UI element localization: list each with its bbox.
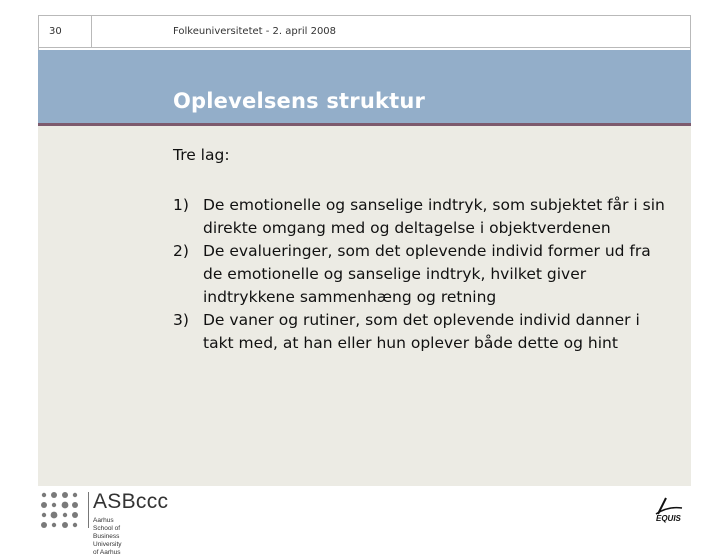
asb-logo-subtitle-line2: University of Aarhus [93, 541, 122, 556]
header-divider [38, 47, 691, 48]
list-item-number: 1) [173, 196, 189, 214]
list-item-number: 2) [173, 242, 189, 260]
equis-badge [648, 494, 688, 538]
list-item-text: De vaner og rutiner, som det oplevende individ danner i takt med, at han eller hun oplever både dette og hint [203, 311, 640, 352]
asb-logo-subtitle-line1: Aarhus School of Business [93, 517, 121, 540]
equis-swoosh-icon [648, 494, 688, 516]
slide-title: Oplevelsens struktur [173, 89, 426, 113]
header-text: Folkeuniversitetet - 2. april 2008 [173, 26, 337, 37]
frame-right-line [690, 15, 691, 50]
list-item-text: De emotionelle og sanselige indtryk, som subjektet får i sin direkte omgang med og deltagelse i objektverdenen [203, 196, 665, 237]
asb-logo-name: ASBccc [93, 490, 169, 513]
frame-top-line [38, 15, 691, 16]
asb-dot-grid-icon [40, 490, 82, 530]
list-item [173, 309, 673, 355]
numbered-list [173, 194, 673, 355]
header-separator [91, 15, 92, 48]
list-item [173, 240, 673, 309]
intro-text: Tre lag: [173, 146, 230, 164]
logo-separator [88, 492, 89, 528]
list-item [173, 194, 673, 240]
frame-left-line [38, 15, 39, 50]
equis-text: EQUIS [656, 514, 681, 523]
asb-logo-subtitle [93, 517, 122, 557]
page-number: 30 [49, 26, 62, 37]
list-item-number: 3) [173, 311, 189, 329]
list-item-text: De evalueringer, som det oplevende individ former ud fra de emotionelle og sanselige indtryk, hvilket giver indtrykkene sammenhæng og retning [203, 242, 651, 306]
